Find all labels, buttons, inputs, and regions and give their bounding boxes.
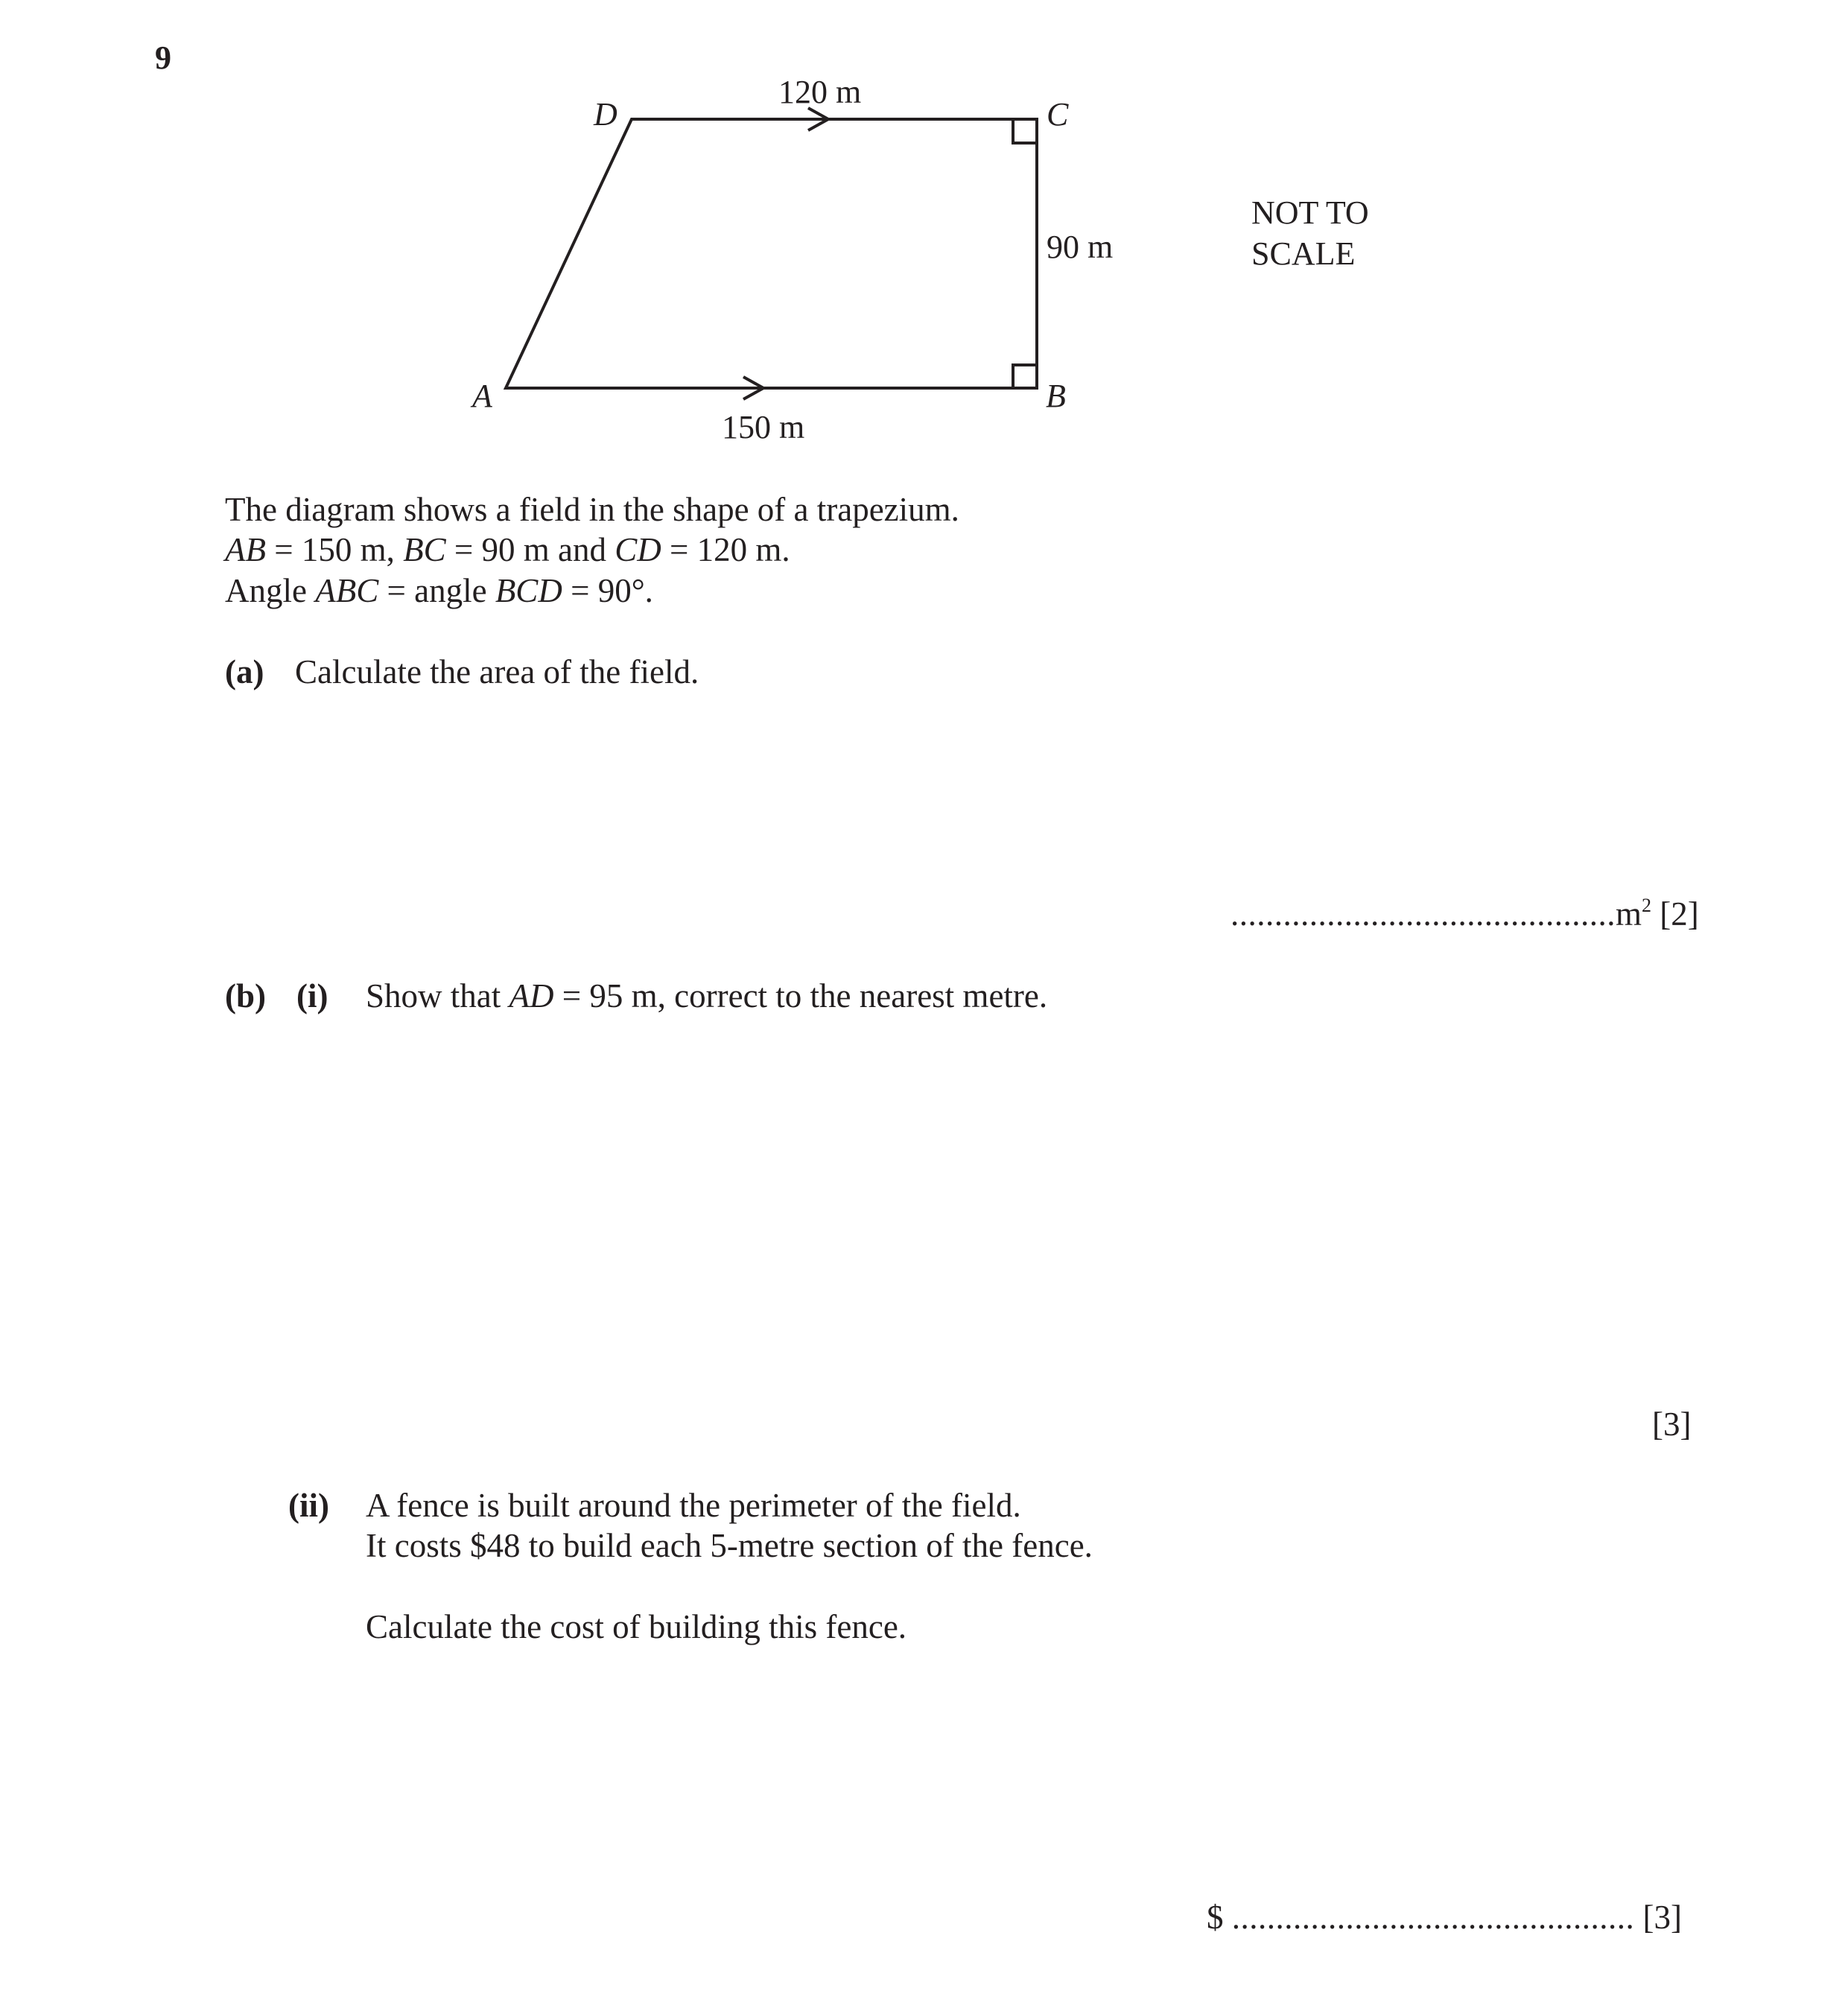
part-b-ii-line-1: A fence is built around the perimeter of the field. xyxy=(366,1487,1021,1524)
segment-cd-value: = 120 m. xyxy=(661,531,790,568)
not-to-scale-line2: SCALE xyxy=(1251,235,1356,272)
marks-a: [2] xyxy=(1660,895,1699,933)
vertex-label-b: B xyxy=(1046,378,1066,414)
intro-line-2 xyxy=(225,533,790,567)
marks-b-ii: [3] xyxy=(1642,1899,1682,1936)
part-b-ii-line-2: It costs $48 to build each 5-metre section of the fence. xyxy=(366,1527,1093,1564)
angle-text-mid: = angle xyxy=(378,572,495,609)
part-b-ii-line-3: Calculate the cost of building this fence. xyxy=(366,1608,907,1645)
part-b-i-text xyxy=(366,979,1047,1013)
part-b-ii-label: (ii) xyxy=(288,1487,329,1524)
b-i-text-pre: Show that xyxy=(366,977,509,1014)
angle-abc: ABC xyxy=(315,572,379,609)
b-i-text-post: = 95 m, correct to the nearest metre. xyxy=(553,977,1048,1014)
side-label-cd: 120 m xyxy=(778,74,862,110)
angle-text-pre: Angle xyxy=(225,572,316,609)
part-b-i-label: (i) xyxy=(296,977,328,1014)
side-label-ab: 150 m xyxy=(722,409,805,445)
trapezium-shape xyxy=(506,119,1037,388)
unit-m: m xyxy=(1616,895,1642,933)
part-b-label: (b) xyxy=(225,977,266,1014)
right-angle-marker-c xyxy=(1013,119,1037,143)
question-number: 9 xyxy=(155,39,171,76)
answer-dots-b-ii[interactable]: .............................................. xyxy=(1231,1899,1635,1936)
angle-bcd: BCD xyxy=(495,572,562,609)
unit-superscript: 2 xyxy=(1642,895,1652,916)
segment-bc-value: = 90 m and xyxy=(445,531,615,568)
vertex-label-d: D xyxy=(594,96,617,133)
side-label-bc: 90 m xyxy=(1047,229,1114,265)
answer-dots-a[interactable]: ............................................ xyxy=(1231,895,1616,933)
segment-ab-value: = 150 m, xyxy=(265,531,404,568)
currency-symbol: $ xyxy=(1207,1899,1224,1936)
segment-bc: BC xyxy=(403,531,446,568)
part-a-text: Calculate the area of the field. xyxy=(295,653,699,690)
part-b-ii-answer-line[interactable] xyxy=(1207,1901,1682,1934)
segment-ab: AB xyxy=(225,531,266,568)
part-a-answer-line[interactable] xyxy=(1231,895,1699,933)
intro-line-3 xyxy=(225,574,653,608)
vertex-label-a: A xyxy=(472,378,492,414)
marks-b-i: [3] xyxy=(1652,1406,1692,1443)
part-a-label: (a) xyxy=(225,653,264,690)
segment-cd: CD xyxy=(615,531,661,568)
not-to-scale-line1: NOT TO xyxy=(1251,194,1369,231)
right-angle-marker-b xyxy=(1013,365,1037,388)
vertex-label-c: C xyxy=(1047,96,1069,133)
intro-line-1: The diagram shows a field in the shape of a trapezium. xyxy=(225,491,959,528)
trapezium-diagram xyxy=(0,0,1848,521)
angle-text-post: = 90°. xyxy=(562,572,653,609)
segment-ad: AD xyxy=(509,977,554,1014)
